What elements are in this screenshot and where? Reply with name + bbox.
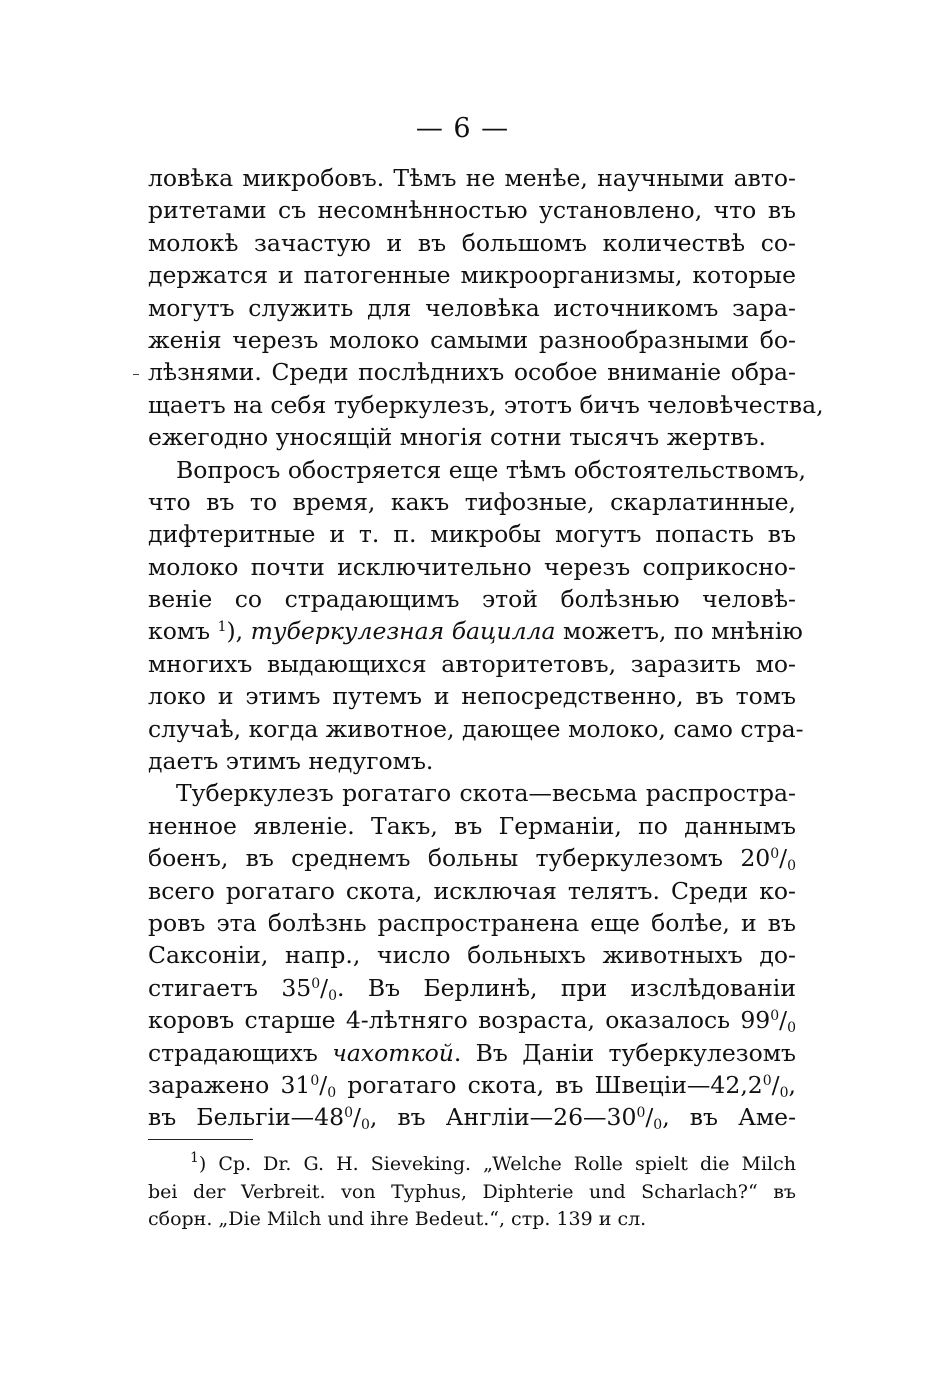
- text-line: ежегодно уносящій многія сотни тысячъ жертвъ.: [148, 423, 766, 452]
- text-line: всего рогатаго скота, исключая телятъ. Среди ко-: [148, 876, 796, 905]
- text-line: дифтеритные и т. п. микробы могутъ попасть въ: [148, 520, 796, 549]
- percent-sub: 0: [779, 1084, 789, 1101]
- text-line-with-percent: [148, 972, 796, 1004]
- text-run: . Въ Даніи туберкулезомъ: [453, 1038, 796, 1067]
- percent-sup: 0: [344, 1105, 354, 1122]
- text-run: стигаетъ 35: [148, 973, 312, 1002]
- text-run: ) Ср. Dr. G. H. Sieveking. „Welche Rolle spielt die Milch: [198, 1153, 796, 1175]
- text-line: молоко почти исключительно черезъ соприкосно-: [148, 552, 796, 581]
- text-run: , въ Англіи—26—30: [369, 1103, 637, 1132]
- text-line: ритетами съ несомнѣнностью установлено, что въ: [148, 196, 796, 225]
- percent-slash: /: [353, 1103, 361, 1132]
- percent-slash: /: [771, 1070, 780, 1099]
- footnote: [148, 1151, 796, 1234]
- percent-sub: 0: [360, 1117, 370, 1134]
- percent-sub: 0: [787, 858, 796, 875]
- percent-sup: 0: [636, 1105, 646, 1122]
- text-line-with-percent: [148, 842, 796, 874]
- text-line-with-italic: [148, 1037, 796, 1069]
- margin-mark: [133, 374, 139, 379]
- text-line: локо и этимъ путемъ и непосредственно, въ томъ: [148, 682, 796, 711]
- footnote-mark: 1: [190, 1150, 199, 1166]
- percent-sup: 0: [310, 1072, 320, 1089]
- footnote-divider: [148, 1139, 253, 1140]
- percent-sub: 0: [787, 1020, 796, 1037]
- text-line: многихъ выдающихся авторитетовъ, заразить мо-: [148, 649, 796, 678]
- text-line-with-percent: [148, 1069, 796, 1101]
- percent-slash: /: [779, 844, 788, 873]
- text-line-with-percent: [148, 1004, 796, 1036]
- text-line-with-percent: [148, 1101, 796, 1133]
- percent-sub: 0: [328, 987, 338, 1004]
- text-line: что въ то время, какъ тифозные, скарлатинные,: [148, 487, 796, 516]
- text-line: ненное явленіе. Такъ, въ Германіи, по даннымъ: [148, 811, 796, 840]
- text-run: заражено 31: [148, 1070, 311, 1099]
- text-run: ,: [788, 1070, 796, 1099]
- text-run: . Въ Берлинѣ, при изслѣдованіи: [337, 973, 796, 1002]
- italic-term: туберкулезная бацилла: [250, 617, 556, 646]
- percent-slash: /: [779, 1006, 788, 1035]
- text-line: даетъ этимъ недугомъ.: [148, 747, 434, 776]
- text-run: боенъ, въ среднемъ больны туберкулезомъ 20: [148, 844, 771, 873]
- text-line: ловѣка микробовъ. Тѣмъ не менѣе, научными авто-: [148, 164, 796, 192]
- paragraph-1: [148, 162, 824, 454]
- text-line: держатся и патогенные микроорганизмы, которые: [148, 261, 796, 290]
- percent-slash: /: [320, 973, 329, 1002]
- percent-sup: 0: [762, 1072, 772, 1089]
- text-run: , въ Аме-: [662, 1103, 797, 1132]
- footnote-line: сборн. „Die Milch und ihre Bedeut.“, стр. 139 и сл.: [148, 1208, 647, 1230]
- percent-slash: /: [645, 1103, 654, 1132]
- text-line: ровъ эта болѣзнь распространена еще болѣе, и въ: [148, 908, 796, 937]
- text-line-with-footnote: [148, 615, 803, 647]
- text-run: въ Бельгіи—48: [148, 1103, 345, 1132]
- text-line: лѣзнями. Среди послѣднихъ особое вниманіе обра-: [148, 358, 796, 387]
- percent-sup: 0: [770, 1008, 780, 1025]
- text-run: страдающихъ: [148, 1038, 318, 1067]
- page-number: — 6 —: [415, 113, 510, 144]
- text-line: щаетъ на себя туберкулезъ, этотъ бичъ человѣчества,: [148, 390, 824, 419]
- text-line: молокѣ зачастую и въ большомъ количествѣ со-: [148, 228, 796, 257]
- text-line: веніе со страдающимъ этой болѣзнью человѣ-: [148, 585, 796, 614]
- percent-sup: 0: [770, 846, 780, 863]
- footnote-line: [148, 1151, 796, 1179]
- text-line: Саксоніи, напр., число больныхъ животныхъ до-: [148, 941, 796, 970]
- percent-sub: 0: [653, 1117, 663, 1134]
- italic-term: чахоткой: [332, 1038, 454, 1067]
- percent-sup: 0: [311, 975, 321, 992]
- text-run: коровъ старше 4-лѣтняго возраста, оказалось 99: [148, 1006, 771, 1035]
- text-run: рогатаго скота, въ Швеціи—42,2: [336, 1070, 763, 1099]
- text-line: Туберкулезъ рогатаго скота—весьма распростра-: [176, 779, 796, 808]
- text-run: комъ: [148, 617, 211, 646]
- text-line: могутъ служить для человѣка источникомъ зара-: [148, 293, 796, 322]
- percent-sub: 0: [327, 1084, 337, 1101]
- text-run: ),: [226, 617, 244, 646]
- paragraph-2: [148, 454, 807, 778]
- paragraph-3: [148, 777, 796, 1133]
- percent-slash: /: [319, 1070, 328, 1099]
- footnote-line: bei der Verbreit. von Typhus, Diphterie und Scharlach?“ въ: [148, 1180, 796, 1203]
- text-line: случаѣ, когда животное, дающее молоко, само стра-: [148, 714, 804, 743]
- footnote-reference: 1: [217, 619, 227, 636]
- text-line: Вопросъ обостряется еще тѣмъ обстоятельствомъ,: [176, 455, 807, 484]
- body-text: [148, 162, 824, 1134]
- text-line: женія черезъ молоко самыми разнообразными бо-: [148, 325, 796, 354]
- text-run: можетъ, по мнѣнію: [563, 617, 803, 646]
